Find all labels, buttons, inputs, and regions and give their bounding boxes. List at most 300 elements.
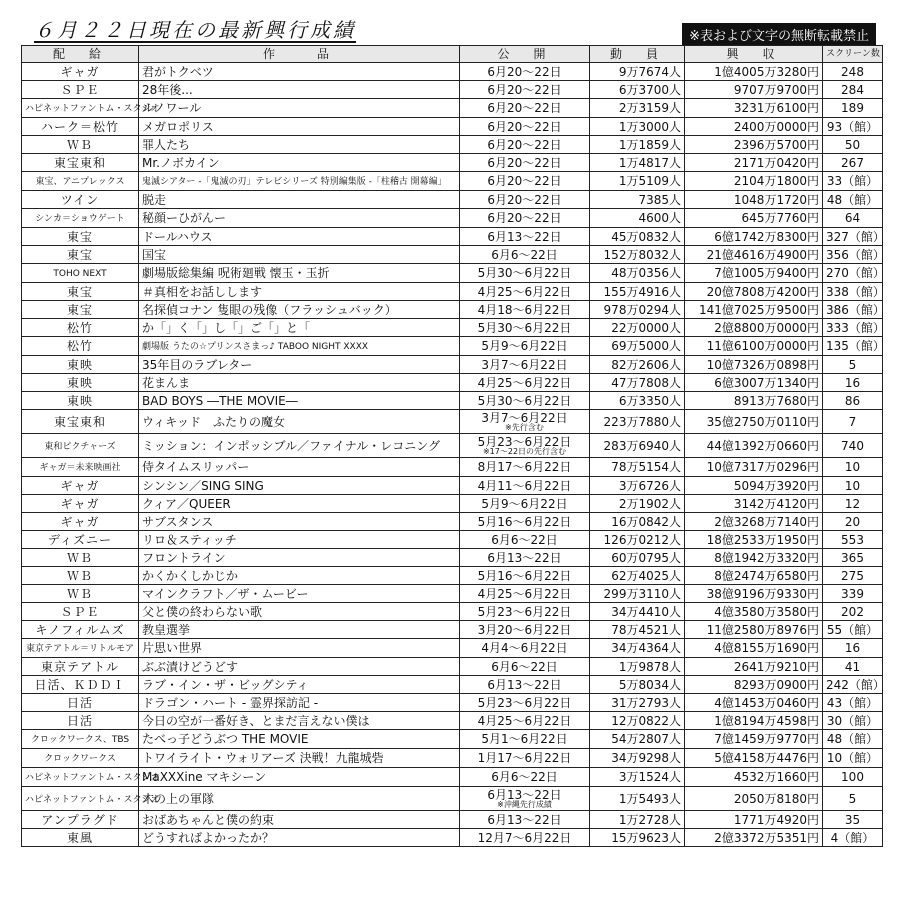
distributor-cell bbox=[22, 63, 139, 81]
title-cell bbox=[139, 172, 460, 191]
period-cell bbox=[460, 118, 590, 136]
table-row bbox=[22, 154, 883, 172]
revenue-cell bbox=[685, 658, 823, 676]
title-cell bbox=[139, 356, 460, 374]
table-row bbox=[22, 549, 883, 567]
title-cell-text: 劇場版総集編 呪術廻戦 懐玉・玉折 bbox=[142, 266, 330, 280]
table-row bbox=[22, 531, 883, 549]
title-cell-text: リロ＆スティッチ bbox=[142, 532, 237, 547]
title-cell-text: ラブ・イン・ザ・ビッグシティ bbox=[142, 677, 309, 692]
table-row bbox=[22, 768, 883, 787]
distributor-cell bbox=[22, 676, 139, 694]
screens-cell bbox=[823, 730, 883, 749]
screens-cell bbox=[823, 811, 883, 829]
table-row bbox=[22, 658, 883, 676]
period-cell bbox=[460, 392, 590, 410]
screens-cell bbox=[823, 694, 883, 712]
distributor-cell-text: 日活、ＫＤＤＩ bbox=[34, 677, 126, 692]
audience-cell bbox=[590, 712, 685, 730]
title-cell bbox=[139, 458, 460, 477]
revenue-cell-text: 1億8194万4598円 bbox=[714, 713, 819, 728]
period-cell bbox=[460, 658, 590, 676]
distributor-cell bbox=[22, 209, 139, 228]
title-cell bbox=[139, 787, 460, 811]
period-cell bbox=[460, 264, 590, 283]
audience-cell bbox=[590, 658, 685, 676]
period-cell bbox=[460, 356, 590, 374]
revenue-cell-text: 9707万9700円 bbox=[733, 82, 819, 97]
distributor-cell-text: ハピネットファントム・スタジオ bbox=[25, 104, 160, 114]
distributor-cell bbox=[22, 730, 139, 749]
revenue-cell-text: 4億8155万1690円 bbox=[714, 641, 819, 655]
revenue-cell bbox=[685, 749, 823, 768]
screens-cell bbox=[823, 374, 883, 392]
period-cell bbox=[460, 63, 590, 81]
period-cell bbox=[460, 319, 590, 337]
audience-cell bbox=[590, 549, 685, 567]
distributor-cell bbox=[22, 283, 139, 301]
screens-cell bbox=[823, 434, 883, 458]
screens-cell-text: 386（館） bbox=[826, 302, 885, 317]
audience-cell-text: 34万4410人 bbox=[611, 604, 681, 619]
period-cell-text: 4月25〜6月22日 bbox=[477, 375, 572, 390]
period-cell-text: 6月13〜22日 bbox=[487, 787, 562, 802]
revenue-cell bbox=[685, 712, 823, 730]
title-cell-text: Mr.ノボカイン bbox=[142, 155, 220, 170]
distributor-cell bbox=[22, 531, 139, 549]
audience-cell-text: 7385人 bbox=[638, 192, 681, 207]
audience-cell-text: 31万2793人 bbox=[611, 695, 681, 710]
revenue-cell-text: 8億1942万3320円 bbox=[714, 550, 819, 565]
table-row bbox=[22, 567, 883, 585]
title-cell-text: 鬼滅シアター -「鬼滅の刃」テレビシリーズ 特別編集版 -「柱稽古 開幕編」 bbox=[142, 177, 447, 187]
period-cell bbox=[460, 301, 590, 319]
title-cell-text: 今日の空が一番好き、とまだ言えない僕は bbox=[142, 713, 370, 728]
distributor-cell-text: 日活 bbox=[66, 695, 93, 710]
table-row bbox=[22, 356, 883, 374]
table-row bbox=[22, 99, 883, 118]
revenue-cell-text: 1771万4920円 bbox=[733, 812, 819, 827]
period-cell bbox=[460, 246, 590, 264]
distributor-cell-text: TOHO NEXT bbox=[53, 269, 107, 279]
screens-cell-text: 356（館） bbox=[826, 247, 885, 262]
distributor-cell-text: 東京テアトル＝リトルモア bbox=[25, 644, 134, 654]
revenue-cell bbox=[685, 495, 823, 513]
table-row bbox=[22, 246, 883, 264]
period-cell bbox=[460, 374, 590, 392]
title-cell bbox=[139, 621, 460, 639]
revenue-cell-text: 38億9196万9330円 bbox=[706, 586, 819, 601]
audience-cell-text: 54万2807人 bbox=[611, 732, 681, 746]
screens-cell bbox=[823, 531, 883, 549]
audience-cell bbox=[590, 301, 685, 319]
title-cell-text: ぶぶ漬けどうどす bbox=[142, 659, 239, 674]
title-cell bbox=[139, 549, 460, 567]
period-cell bbox=[460, 136, 590, 154]
title-cell bbox=[139, 410, 460, 434]
distributor-cell bbox=[22, 81, 139, 99]
screens-cell bbox=[823, 337, 883, 356]
screens-cell bbox=[823, 477, 883, 495]
table-row bbox=[22, 319, 883, 337]
screens-cell-text: 50 bbox=[844, 137, 861, 152]
distributor-cell-text: ＷＢ bbox=[66, 568, 93, 583]
title-cell-text: 花まんま bbox=[142, 375, 191, 390]
revenue-cell-text: 3231万6100円 bbox=[733, 101, 819, 115]
audience-cell bbox=[590, 639, 685, 658]
revenue-cell bbox=[685, 246, 823, 264]
distributor-cell-text: ＳＰＥ bbox=[60, 82, 100, 97]
screens-cell bbox=[823, 172, 883, 191]
table-row bbox=[22, 694, 883, 712]
table-row bbox=[22, 172, 883, 191]
title-cell bbox=[139, 392, 460, 410]
revenue-cell bbox=[685, 81, 823, 99]
period-cell bbox=[460, 228, 590, 246]
table-row bbox=[22, 392, 883, 410]
distributor-cell-text: 東宝 bbox=[66, 284, 93, 299]
distributor-cell bbox=[22, 549, 139, 567]
title-cell-text: 28年後... bbox=[142, 82, 193, 97]
title-cell bbox=[139, 246, 460, 264]
table-row bbox=[22, 829, 883, 847]
screens-cell-text: 740 bbox=[841, 438, 864, 453]
period-cell bbox=[460, 694, 590, 712]
revenue-cell bbox=[685, 264, 823, 283]
title-cell bbox=[139, 81, 460, 99]
revenue-cell-text: 2050万8180円 bbox=[733, 791, 819, 806]
screens-cell-text: 267 bbox=[841, 155, 864, 170]
audience-cell bbox=[590, 63, 685, 81]
audience-cell bbox=[590, 209, 685, 228]
distributor-cell-text: ＷＢ bbox=[66, 137, 93, 152]
screens-cell-text: 7 bbox=[848, 414, 857, 429]
distributor-cell bbox=[22, 337, 139, 356]
audience-cell bbox=[590, 603, 685, 621]
distributor-cell-text: 東宝 bbox=[66, 247, 93, 262]
audience-cell-text: 126万0212人 bbox=[603, 532, 681, 547]
distributor-cell-text: 東宝 bbox=[66, 302, 93, 317]
audience-cell-text: 283万6940人 bbox=[603, 438, 681, 453]
period-cell bbox=[460, 621, 590, 639]
title-cell bbox=[139, 495, 460, 513]
revenue-cell bbox=[685, 694, 823, 712]
revenue-cell bbox=[685, 768, 823, 787]
distributor-cell bbox=[22, 768, 160, 787]
period-cell-text: 6月20〜22日 bbox=[487, 119, 562, 134]
audience-cell-text: 4600人 bbox=[638, 211, 681, 225]
table-row bbox=[22, 621, 883, 639]
period-cell-text: 5月30〜6月22日 bbox=[477, 393, 572, 408]
audience-cell-text: 78万5154人 bbox=[611, 460, 681, 474]
screens-cell bbox=[823, 99, 883, 118]
title-cell-text: サブスタンス bbox=[142, 514, 214, 529]
screens-cell bbox=[823, 356, 883, 374]
title-cell bbox=[139, 319, 460, 337]
distributor-cell-text: ハーク＝松竹 bbox=[40, 119, 119, 134]
title-cell-text: おばあちゃんと僕の約束 bbox=[142, 812, 275, 827]
distributor-cell-text: 東映 bbox=[66, 393, 93, 408]
screens-cell bbox=[823, 392, 883, 410]
period-cell bbox=[460, 829, 590, 847]
period-cell bbox=[460, 531, 590, 549]
distributor-cell-text: 東宝東和 bbox=[53, 155, 106, 170]
period-cell-text: 4月25〜6月22日 bbox=[477, 586, 572, 601]
period-cell-text: 8月17〜6月22日 bbox=[477, 460, 572, 474]
period-cell-text: 3月7〜6月22日 bbox=[481, 357, 568, 372]
revenue-cell-text: 10億7317万0296円 bbox=[706, 460, 819, 474]
audience-cell-text: 9万7674人 bbox=[618, 64, 681, 79]
screens-cell-text: 189 bbox=[841, 101, 864, 115]
title-cell-text: マインクラフト／ザ・ムービー bbox=[142, 586, 309, 601]
screens-cell bbox=[823, 283, 883, 301]
screens-cell-text: 12 bbox=[844, 496, 861, 511]
title-cell-text: トワイライト・ウォリアーズ 決戦！九龍城砦 bbox=[142, 751, 384, 765]
period-cell bbox=[460, 513, 590, 531]
table-row bbox=[22, 787, 883, 811]
title-cell bbox=[139, 676, 460, 694]
screens-cell bbox=[823, 209, 883, 228]
distributor-cell-text: 東風 bbox=[66, 830, 93, 845]
revenue-cell bbox=[685, 319, 823, 337]
audience-cell-text: 1万5493人 bbox=[618, 791, 681, 806]
period-cell bbox=[460, 191, 590, 209]
distributor-cell bbox=[22, 477, 139, 495]
revenue-cell-text: 3142万4120円 bbox=[733, 496, 819, 511]
audience-cell-text: 69万5000人 bbox=[611, 339, 681, 353]
period-cell-text: 6月13〜22日 bbox=[487, 812, 562, 827]
period-cell bbox=[460, 209, 590, 228]
screens-cell bbox=[823, 410, 883, 434]
period-cell bbox=[460, 585, 590, 603]
title-cell bbox=[139, 749, 460, 768]
period-cell-text: 3月20〜6月22日 bbox=[477, 622, 572, 637]
audience-cell bbox=[590, 81, 685, 99]
audience-cell bbox=[590, 118, 685, 136]
title-cell bbox=[139, 337, 460, 356]
table-row bbox=[22, 603, 883, 621]
screens-cell bbox=[823, 787, 883, 811]
table-row bbox=[22, 209, 883, 228]
screens-cell bbox=[823, 749, 883, 768]
table-row bbox=[22, 136, 883, 154]
distributor-cell bbox=[22, 191, 139, 209]
audience-cell-text: 45万0832人 bbox=[611, 229, 681, 244]
distributor-cell bbox=[22, 585, 139, 603]
column-header-title: 作 品 bbox=[139, 46, 460, 63]
period-cell bbox=[460, 283, 590, 301]
screens-cell bbox=[823, 603, 883, 621]
audience-cell bbox=[590, 811, 685, 829]
distributor-cell-text: ＷＢ bbox=[66, 586, 93, 601]
distributor-cell bbox=[22, 264, 139, 283]
screens-cell-text: 55（館） bbox=[826, 622, 879, 637]
audience-cell-text: 1万1859人 bbox=[618, 137, 681, 152]
screens-cell-text: 5 bbox=[848, 791, 857, 806]
title-cell-text: ウィキッド ふたりの魔女 bbox=[142, 414, 286, 429]
table-row bbox=[22, 676, 883, 694]
audience-cell bbox=[590, 513, 685, 531]
title-cell-text: かくかくしかじか bbox=[142, 568, 239, 583]
table-row bbox=[22, 730, 883, 749]
period-cell-text: 1月17〜6月22日 bbox=[477, 751, 572, 765]
distributor-cell bbox=[22, 154, 139, 172]
distributor-cell bbox=[22, 374, 139, 392]
title-cell-text: 教皇選挙 bbox=[142, 622, 191, 637]
table-row bbox=[22, 811, 883, 829]
audience-cell-text: 1万5109人 bbox=[618, 174, 681, 188]
screens-cell-text: 41 bbox=[844, 659, 861, 674]
distributor-cell bbox=[22, 434, 139, 458]
period-cell-text: 5月9〜6月22日 bbox=[481, 496, 568, 511]
revenue-cell bbox=[685, 603, 823, 621]
revenue-cell bbox=[685, 477, 823, 495]
table-header-row bbox=[22, 46, 883, 63]
screens-cell-text: 275 bbox=[841, 568, 864, 583]
title-cell-text: 脱走 bbox=[142, 192, 167, 207]
audience-cell bbox=[590, 787, 685, 811]
period-cell bbox=[460, 495, 590, 513]
revenue-cell bbox=[685, 392, 823, 410]
distributor-cell bbox=[22, 392, 139, 410]
title-cell bbox=[139, 513, 460, 531]
revenue-cell-text: 5億4158万4476円 bbox=[714, 751, 819, 765]
period-cell-text: 4月4〜6月22日 bbox=[481, 641, 568, 655]
screens-cell-text: 5 bbox=[848, 357, 857, 372]
period-cell bbox=[460, 337, 590, 356]
revenue-cell-text: 4億3580万3580円 bbox=[714, 604, 819, 619]
audience-cell bbox=[590, 191, 685, 209]
title-cell-text: 君がトクベツ bbox=[142, 64, 214, 79]
period-cell-text: 3月7〜6月22日 bbox=[481, 410, 568, 425]
audience-cell bbox=[590, 621, 685, 639]
audience-cell-text: 82万2606人 bbox=[611, 357, 681, 372]
distributor-cell-text: ディズニー bbox=[47, 532, 113, 547]
revenue-cell bbox=[685, 567, 823, 585]
revenue-cell-text: 2396万5700円 bbox=[733, 137, 819, 152]
revenue-cell bbox=[685, 172, 823, 191]
revenue-cell-text: 20億7808万4200円 bbox=[706, 284, 819, 299]
audience-cell bbox=[590, 410, 685, 434]
period-cell-text: 6月6〜22日 bbox=[491, 532, 558, 547]
revenue-cell-text: 1048万1720円 bbox=[733, 192, 819, 207]
period-cell-text: 6月20〜22日 bbox=[487, 101, 562, 115]
period-cell bbox=[460, 603, 590, 621]
title-cell bbox=[139, 567, 460, 585]
distributor-cell bbox=[22, 136, 139, 154]
screens-cell-text: 553 bbox=[841, 532, 864, 547]
revenue-cell bbox=[685, 136, 823, 154]
distributor-cell bbox=[22, 356, 139, 374]
title-cell bbox=[139, 639, 460, 658]
title-cell-text: 秘顔ーひがんー bbox=[142, 211, 227, 225]
revenue-cell-text: 2641万9210円 bbox=[733, 659, 819, 674]
audience-cell-text: 16万0842人 bbox=[611, 514, 681, 529]
period-cell bbox=[460, 811, 590, 829]
distributor-cell-text: ギャガ bbox=[60, 514, 100, 529]
table-row bbox=[22, 749, 883, 768]
period-cell bbox=[460, 410, 590, 434]
period-cell bbox=[460, 567, 590, 585]
title-cell bbox=[139, 694, 460, 712]
distributor-cell bbox=[22, 99, 160, 118]
revenue-cell-text: 2億3268万7140円 bbox=[714, 514, 819, 529]
screens-cell-text: 33（館） bbox=[826, 174, 879, 188]
audience-cell-text: 223万7880人 bbox=[603, 414, 681, 429]
revenue-cell-text: 4億1453万0460円 bbox=[714, 695, 819, 710]
period-cell-text: 6月13〜22日 bbox=[487, 550, 562, 565]
period-cell bbox=[460, 787, 590, 811]
title-cell-text: 35年目のラブレター bbox=[142, 357, 253, 372]
distributor-cell-text: ギャガ＝未来映画社 bbox=[39, 463, 121, 473]
table-row bbox=[22, 495, 883, 513]
distributor-cell-text: ハピネットファントム・スタジオ bbox=[25, 773, 160, 783]
audience-cell-text: 2万1902人 bbox=[618, 496, 681, 511]
revenue-cell bbox=[685, 118, 823, 136]
audience-cell bbox=[590, 676, 685, 694]
revenue-cell bbox=[685, 63, 823, 81]
distributor-cell bbox=[22, 118, 139, 136]
revenue-cell bbox=[685, 228, 823, 246]
period-cell bbox=[460, 81, 590, 99]
period-cell-text: 6月20〜22日 bbox=[487, 155, 562, 170]
distributor-cell-text: ハピネットファントム・スタジオ bbox=[25, 794, 160, 805]
screens-cell-text: 93（館） bbox=[826, 119, 879, 134]
screens-cell-text: 338（館） bbox=[826, 284, 885, 299]
distributor-cell bbox=[22, 513, 139, 531]
audience-cell bbox=[590, 458, 685, 477]
audience-cell bbox=[590, 495, 685, 513]
revenue-cell-text: 2104万1800円 bbox=[733, 174, 819, 188]
distributor-cell-text: 東京テアトル bbox=[40, 659, 119, 674]
title-cell-text: ルノワール bbox=[142, 101, 202, 115]
table-row bbox=[22, 639, 883, 658]
revenue-cell bbox=[685, 585, 823, 603]
revenue-cell-text: 2億3372万5351円 bbox=[714, 830, 819, 845]
screens-cell bbox=[823, 621, 883, 639]
screens-cell bbox=[823, 676, 883, 694]
period-cell-text: 5月30〜6月22日 bbox=[477, 266, 572, 280]
title-cell bbox=[139, 228, 460, 246]
box-office-table bbox=[21, 45, 883, 847]
audience-cell-text: 155万4916人 bbox=[603, 284, 681, 299]
title-cell-text: ミッション：インポッシブル／ファイナル・レコニング bbox=[142, 438, 440, 453]
audience-cell bbox=[590, 283, 685, 301]
revenue-cell-text: 21億4616万4900円 bbox=[706, 247, 819, 262]
screens-cell-text: 16 bbox=[844, 375, 861, 390]
distributor-cell-text: ＳＰＥ bbox=[60, 604, 100, 619]
period-cell-text: 6月20〜22日 bbox=[487, 192, 562, 207]
period-cell bbox=[460, 730, 590, 749]
screens-cell-text: 365 bbox=[841, 550, 864, 565]
title-cell-text: シンシン／SING SING bbox=[142, 478, 264, 493]
title-cell bbox=[139, 154, 460, 172]
period-note: ※先行含む bbox=[505, 422, 544, 432]
period-cell bbox=[460, 549, 590, 567]
screens-cell-text: 100 bbox=[841, 770, 864, 784]
screens-cell bbox=[823, 495, 883, 513]
distributor-cell bbox=[22, 228, 139, 246]
period-cell bbox=[460, 749, 590, 768]
title-cell bbox=[139, 118, 460, 136]
screens-cell-text: 30（館） bbox=[826, 713, 879, 728]
audience-cell bbox=[590, 374, 685, 392]
title-cell-text: 劇場版 うたの☆プリンスさまっ♪ TABOO NIGHT XXXX bbox=[142, 342, 369, 352]
period-cell-text: 6月20〜22日 bbox=[487, 82, 562, 97]
revenue-cell bbox=[685, 639, 823, 658]
screens-cell bbox=[823, 549, 883, 567]
title-cell bbox=[139, 191, 460, 209]
